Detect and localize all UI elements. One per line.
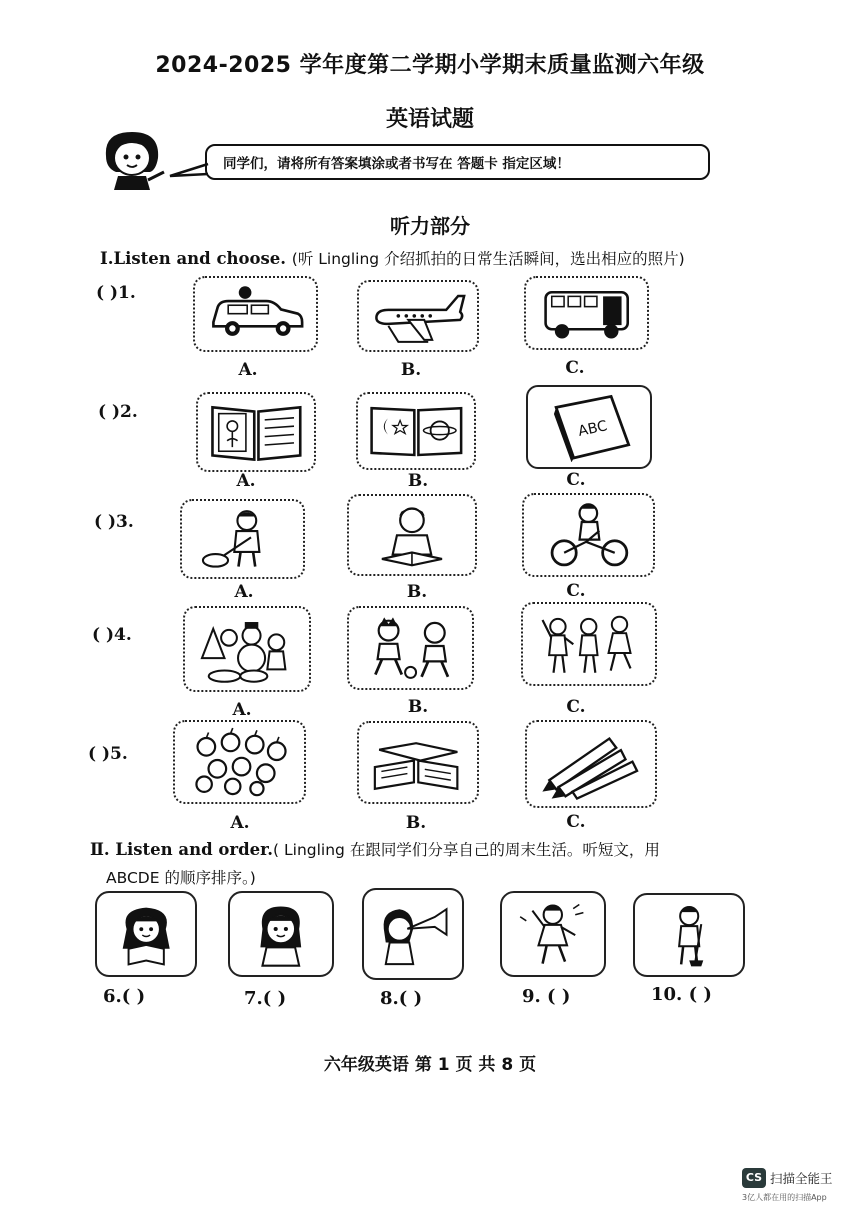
question-4-label[interactable]: ( )4. <box>92 625 132 645</box>
football-kids-icon <box>354 613 467 683</box>
order-picture-8 <box>362 888 464 980</box>
cycling-boy-icon <box>529 500 648 570</box>
books-icon <box>364 728 473 798</box>
q2-letter-a: A. <box>236 471 256 491</box>
q1-letter-b: B. <box>400 360 422 380</box>
q4-option-b[interactable] <box>347 606 474 690</box>
order-item-9-label[interactable]: 9. ( ) <box>522 986 571 1007</box>
q3-letter-a: A. <box>234 582 254 602</box>
part2-instruction-cn-line2: ABCDE 的顺序排序。) <box>106 869 256 887</box>
q4-letter-b: B. <box>407 697 429 717</box>
question-3-label[interactable]: ( )3. <box>94 512 134 532</box>
q5-letter-c: C. <box>566 812 586 832</box>
apples-icon <box>180 727 299 797</box>
order-picture-6 <box>95 891 197 977</box>
part2-instruction-en: Ⅱ. Listen and order. <box>90 840 274 859</box>
bus-icon <box>531 282 642 344</box>
flower-book-icon <box>203 399 310 466</box>
order-item-7-label[interactable]: 7.( ) <box>244 988 287 1009</box>
q4-letter-c: C. <box>566 697 586 717</box>
sweeping-boy-icon <box>187 506 298 573</box>
q2-letter-c: C. <box>566 470 586 490</box>
svg-text:ABC: ABC <box>576 417 609 440</box>
order-picture-9 <box>500 891 606 977</box>
part2-instruction-cn-line1: ( Lingling 在跟同学们分享自己的周末生活。听短文，用 <box>273 841 660 859</box>
girl-portrait-icon <box>240 898 322 970</box>
part1-instruction <box>100 247 685 269</box>
dancing-kids-icon <box>528 609 649 679</box>
pencils-icon <box>532 727 650 801</box>
q2-option-a[interactable] <box>196 392 316 472</box>
part2-instruction <box>90 836 780 892</box>
writing-boy-icon <box>354 501 470 570</box>
girl-dancing-icon <box>512 898 594 970</box>
q1-option-b[interactable] <box>357 280 479 352</box>
girl-trumpet-icon <box>374 895 452 972</box>
q1-option-a[interactable] <box>193 276 318 352</box>
q5-option-b[interactable] <box>357 721 479 804</box>
question-1-label[interactable]: ( )1. <box>96 283 136 303</box>
q3-letter-b: B. <box>406 582 428 602</box>
order-item-8-label[interactable]: 8.( ) <box>380 988 423 1009</box>
q3-option-b[interactable] <box>347 494 477 576</box>
q2-option-c[interactable] <box>526 385 652 469</box>
car-icon <box>200 282 311 345</box>
q4-option-a[interactable] <box>183 606 311 692</box>
page-footer: 六年级英语 第 1 页 共 8 页 <box>323 1055 537 1075</box>
snowman-kids-icon <box>190 613 304 685</box>
q2-letter-b: B. <box>407 471 429 491</box>
exam-title: 2024-2025 学年度第二学期小学期末质量监测六年级 <box>155 53 705 78</box>
question-5-label[interactable]: ( )5. <box>88 744 128 764</box>
answer-sheet-notice: 同学们，请将所有答案填涂或者书写在 答题卡 指定区域！ <box>205 144 710 180</box>
q1-letter-a: A. <box>238 360 258 380</box>
scanner-name: 扫描全能王 <box>770 1171 833 1186</box>
q3-option-c[interactable] <box>522 493 655 577</box>
q5-letter-a: A. <box>230 813 250 833</box>
listening-section-heading: 听力部分 <box>390 214 470 238</box>
q4-option-c[interactable] <box>521 602 657 686</box>
scanner-tagline: 3亿人都在用的扫描App <box>742 1193 827 1202</box>
exam-subtitle: 英语试题 <box>385 107 474 132</box>
q5-option-c[interactable] <box>525 720 657 808</box>
q4-letter-a: A. <box>232 700 252 720</box>
question-2-label[interactable]: ( )2. <box>98 402 138 422</box>
storybook-icon <box>363 398 470 463</box>
order-picture-7 <box>228 891 334 977</box>
order-picture-10 <box>633 893 745 977</box>
girl-sweeping-icon <box>646 900 732 970</box>
speech-pointer-icon <box>168 160 210 182</box>
part1-instruction-cn: (听 Lingling 介绍抓拍的日常生活瞬间，选出相应的照片) <box>291 250 685 268</box>
girl-reading-icon <box>107 898 185 970</box>
order-item-6-label[interactable]: 6.( ) <box>103 986 146 1007</box>
part1-instruction-en: Ⅰ.Listen and choose. <box>100 249 287 268</box>
q2-option-b[interactable] <box>356 392 476 470</box>
scanner-logo: CS <box>742 1168 766 1188</box>
q1-letter-c: C. <box>565 358 585 378</box>
q5-letter-b: B. <box>405 813 427 833</box>
q3-option-a[interactable] <box>180 499 305 579</box>
abc-book-icon <box>533 392 645 462</box>
q3-letter-c: C. <box>566 581 586 601</box>
order-item-10-label[interactable]: 10. ( ) <box>651 984 712 1005</box>
girl-mascot-icon <box>98 126 170 190</box>
q1-option-c[interactable] <box>524 276 649 350</box>
q5-option-a[interactable] <box>173 720 306 804</box>
airplane-icon <box>364 286 473 346</box>
